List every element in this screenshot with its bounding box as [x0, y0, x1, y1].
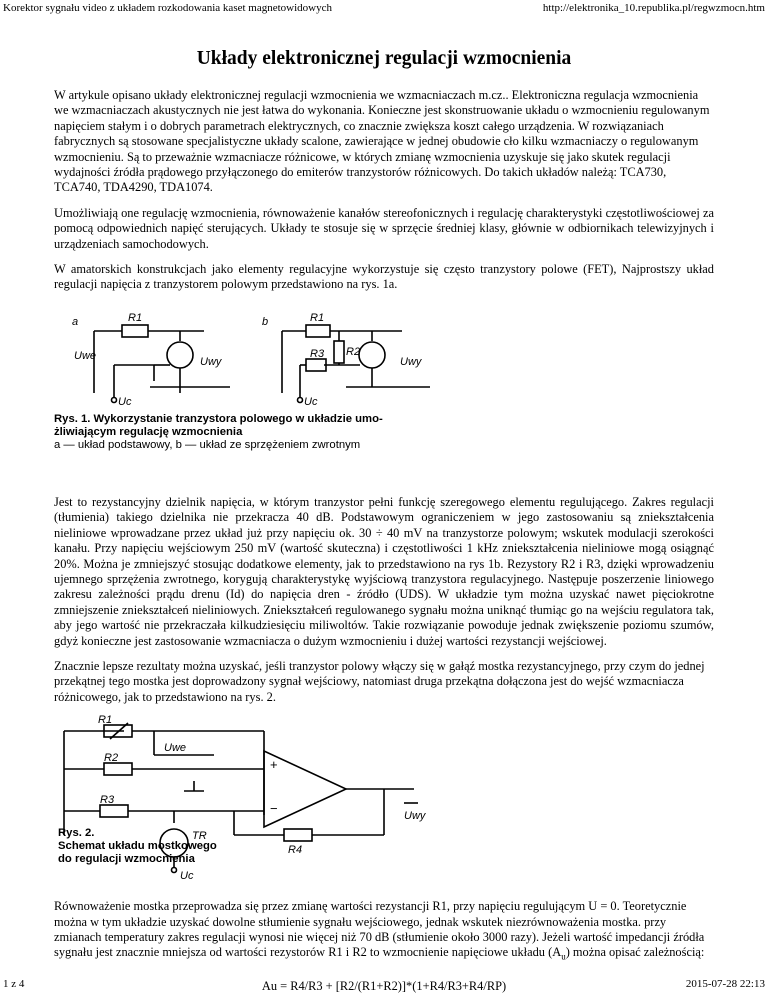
- figure-2-minus: −: [270, 801, 278, 817]
- figure-2-uc: Uc: [180, 870, 194, 883]
- figure-1-caption-line-1: Rys. 1. Wykorzystanie tranzystora polowego w układzie umo-: [54, 412, 383, 425]
- header-url: http://elektronika_10.republika.pl/regwzmocn.htm: [542, 2, 765, 14]
- figure-1-caption-line-3: a — układ podstawowy, b — układ ze sprzężeniem zwrotnym: [54, 438, 361, 451]
- paragraph-6-sub: u: [561, 951, 566, 962]
- figure-1-label-b: b: [262, 315, 269, 328]
- paragraph-3: W amatorskich konstrukcjach jako elementy regulacyjne wykorzystuje się często tranzystory polowe (FET), Najprostszy układ regulacji napięcia z tranzystorem polowym przedstawiono na rys. 1a.: [54, 262, 714, 292]
- figure-2-r1: R1: [98, 715, 113, 727]
- figure-2-caption-line-3: do regulacji wzmocnienia: [58, 853, 195, 866]
- figure-2-uwe: Uwe: [164, 742, 187, 755]
- figure-1-uc-b: Uc: [304, 395, 318, 408]
- header-page-title: Korektor sygnału video z układem rozkodowania kaset magnetowidowych: [3, 2, 332, 14]
- print-footer: [0, 976, 768, 994]
- figure-1: [54, 303, 514, 479]
- figure-1-caption-line-2: żliwiającym regulację wzmocnienia: [54, 425, 243, 438]
- gain-formula: Au = R4/R3 + [R2/(R1+R2)]*(1+R4/R3+R4/RP): [261, 979, 507, 994]
- footer-datetime: 2015-07-28 22:13: [685, 978, 765, 990]
- paragraph-1: W artykule opisano układy elektronicznej regulacji wzmocnienia we wzmacniaczach m.cz.. Elektroniczna regulacja wzmocnienia we wzmacniaczach akustycznych nie jest łatwa do wykonania. Konieczne jest skonstruowanie układu o wzmocnieniu regulowanym napięciem stałym i o dobrych parametrach elektrycznych, co znacznie zwiększa koszt całego urządzenia. W rozwiązaniach fabrycznych są stosowane specjalistyczne układy scalone, zawierające w jednej obudowie cło kilku wzmacniaczy o regulowanym wzmocnieniu. Są to przeważnie wzmacniacze różnicowe, w których zmianę wzmocnienia uzyskuje się jako skutek regulacji wydajności źródła prądowego przyłączonego do emiterów tranzystorów różnicowych. Do takich układów należą: TCA730, TCA740, TDA4290, TDA1074.: [54, 88, 710, 195]
- paragraph-6: [54, 899, 714, 965]
- figure-2-plus: +: [270, 757, 278, 773]
- paragraph-4: Jest to rezystancyjny dzielnik napięcia, w którym tranzystor pełni funkcję szeregowego elementu regulującego. Zakres regulacji (tłumienia) takiego dzielnika nie przekracza 40 dB. Podstawowym ograniczeniem w jego zastosowaniu są zniekształcenia nieliniowe wprowadzane przez układ już przy napięciu ok. 30 ÷ 40 mV na tranzystorze polowym; wskutek modulacji szerokości kanału. Przy napięciu wejściowym 250 mV (wartość skuteczna) i częstotliwości 1 kHz zniekształcenia nieliniowe mogą osiągnąć 20%. Można je zmniejszyć stosując dodatkowe elementy, jak to przedstawiono na rys 1b. Rezystory R2 i R3, dzięki wprowadzeniu ujemnego sprzężenia zwrotnego, korygują charakterystykę wyjściową tranzystora regulacyjnego. Następuje poszerzenie liniowego zakresu zależności prądu drenu (Id) do napięcia dren - źródło (UDS). W układzie tym można uzyskać nawet pięciokrotne zmniejszenie zniekształceń nieliniowych. Zniekształceń regulowanego sygnału można uniknąć tłumiąc go na wejściu regulatora tak, aby jego wartość nie przekraczała kilkudziesięciu miliwoltów. Takie rozwiązanie powoduje jednak zwiększenie poziomu szumów, gdyż konieczne jest zastosowanie wzmacniacza o dużym wzmocnieniu i dużej wartości rezystancji wejściowej.: [54, 494, 714, 648]
- figure-1-uwe: Uwe: [74, 349, 97, 362]
- figure-2-uwy: Uwy: [404, 810, 426, 823]
- figure-1-caption: [54, 413, 434, 452]
- figure-2-r2: R2: [104, 752, 119, 765]
- print-header: [0, 0, 768, 16]
- figure-2-caption-line-1: Rys. 2.: [58, 827, 95, 840]
- figure-2-r4: R4: [288, 844, 303, 857]
- paragraph-2: Umożliwiają one regulację wzmocnienia, równoważenie kanałów stereofonicznych i regulację charakterystyki częstotliwościowej za pomocą odpowiednich napięć sterujących. Układy te stosuje się w sprzęcie średniej klasy, głównie w odbiornikach telewizyjnych i urządzeniach samochodowych.: [54, 205, 714, 251]
- figure-2-caption: [58, 827, 217, 866]
- figure-1-uwy-b: Uwy: [400, 355, 422, 368]
- paragraph-5: Znacznie lepsze rezultaty można uzyskać, jeśli tranzystor polowy włączy się w gałąź mostka rezystancyjnego, przy czym do jednej przekątnej tego mostka jest doprowadzony sygnał wejściowy, natomiast druga przekątna dołączona jest do wejść wzmacniacza różnicowego, jak to przedstawiono na rys. 2.: [54, 658, 705, 704]
- article-title: Układy elektronicznej regulacji wzmocnienia: [196, 48, 572, 69]
- figure-1-r3: R3: [310, 347, 325, 360]
- figure-1-uwy-a: Uwy: [200, 355, 222, 368]
- figure-2: [54, 715, 504, 883]
- paragraph-6-end: ) można opisać zależnością:: [565, 945, 705, 960]
- figure-2-r3: R3: [100, 794, 115, 807]
- figure-2-caption-line-2: Schemat układu mostkowego: [58, 840, 217, 853]
- paragraph-6-text: Równoważenie mostka przeprowadza się przez zmianę wartości rezystancji R1, przy napięciu regulującym U = 0. Teoretycznie można w tym układzie uzyskać dowolne stłumienie sygnału wejściowego, jednak wskutek niezrównoważenia mostka. przy zmianach temperatury zakres regulacji wynosi nie więcej niż 70 dB (stłumienie około 3000 razy). Jeżeli wartość impedancji źródła sygnału jest znacznie mniejsza od wartości rezystorów R1 i R2 to wzmocnienie napięciowe układu (A: [54, 899, 705, 960]
- article-body: [54, 88, 714, 995]
- figure-1-uc-a: Uc: [118, 395, 132, 408]
- figure-1-r1a: R1: [128, 311, 143, 324]
- figure-1-schematic: [54, 303, 514, 479]
- footer-page-number: 1 z 4: [3, 978, 25, 990]
- figure-1-r2: R2: [346, 345, 361, 358]
- figure-1-label-a: a: [72, 315, 79, 328]
- figure-1-r1b: R1: [310, 311, 325, 324]
- figure-2-tr: TR: [192, 830, 207, 843]
